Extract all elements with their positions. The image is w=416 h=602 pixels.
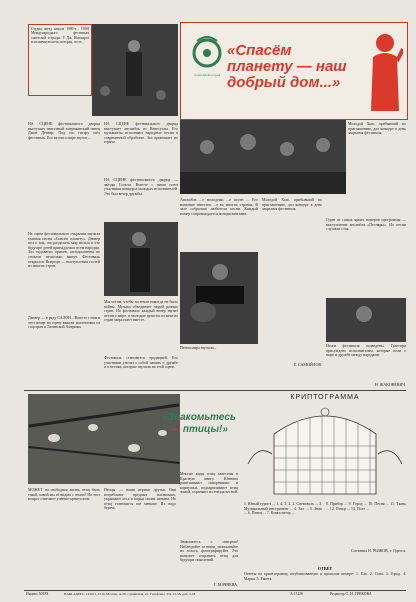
- intro-body: На сцене фестивального открытия звучала главная песня «Спасём планету». Денвер пел о том, что разделить мир нельзя и что будущее детей принадлежит всем народам. Зал подхватил припев, аплодисменты не стихали несколько минут. Фестиваль открылся. Впереди — выступления гостей из многих стран.: [28, 232, 100, 269]
- middle-col-3: Мы хотим, чтобы на земле никогда не было войны. Музыка объединяет людей разных стран. На фестивале каждый вечер звучат песни о мире, и молодые артисты из многих стран мира поют вместе.: [104, 300, 178, 323]
- cryptogram-picture: [244, 404, 406, 500]
- birds-photo: [28, 394, 180, 484]
- intro-lead: НА СЦЕНЕ фестивального дворца выступает известный американский певец Джон Денвер. Под его гитару шёл фестиваль. Его песни о мире звучат ...: [28, 122, 100, 140]
- middle-col-5-text: Молодой Хью, прибывший по приглашению, дал концерт в день закрытия фестиваля.: [262, 198, 322, 212]
- caption-box: [28, 24, 92, 96]
- answer-text: Ответы на криптограмму, опубликованную в прошлом номере: 1. Ель. 2. Сова. 3. Город. 4. Марка. 5. Ракета.: [244, 572, 406, 581]
- cryptogram-grid: [244, 404, 406, 500]
- right-col-3: Итоги фестиваля подведены. Гран-при присуждено исполнителям, которые пели о мире и дружбе между народами.: [326, 344, 406, 358]
- cryptogram-title: КРИПТОГРАММА: [290, 394, 360, 401]
- middle-signature: Е. САМОЙЛОВ.: [293, 362, 322, 367]
- middle-col-3b: Фестиваль становится традицией. Его участники уносят с собой память о дружбе и о песнях, которые звучали на этой сцене.: [104, 356, 178, 370]
- festival-crowd-photo: [180, 120, 346, 194]
- middle-col-2: НА СЦЕНЕ фестивального дворца — звёзды Сопота. Вместе с ними поют участники конкурса молодых исполнителей. Это был вечер дружбы.: [104, 178, 178, 196]
- red-singer-silhouette: [359, 27, 403, 115]
- birds-body-3: Знакомьтесь с птицами! Наблюдайте за ними, записывайте их голоса, фотографируйте. Это поможет сохранить птиц для будущих поколений.: [180, 540, 238, 563]
- footer-index: Индекс 50183: [26, 592, 49, 596]
- emblem-caption: солнечный остров: [193, 73, 221, 77]
- right-small-photo: [326, 298, 406, 342]
- footer-editor: Редактор О. Н. ГРЕКОВА: [330, 592, 372, 596]
- right-col-2: Один из самых ярких номеров программы — выступление ансамбля «Песняры». Их песни слушали стоя.: [326, 218, 406, 232]
- right-col-1: Молодой Хью, прибывший по приглашению, дал концерт в день закрытия фестиваля.: [348, 122, 406, 136]
- emblem-icon: [187, 31, 227, 89]
- middle-col-5: [262, 198, 322, 358]
- birds-signature: Г. МАЧНЕВА.: [214, 582, 238, 587]
- cryptogram-clues-left: 1. Юный турист ... 1, 4, 5, 2. 2. Спектакль ... 3. Музыкальный инструмент ... 4. Зал ... 5. Знак ... 6. Певец ... 7. Композитор ...: [244, 502, 322, 516]
- photo-caption: Студия звезд начала 1980-х... ООН Международного фестиваля советской эстрады. У Дж. Ньюхарта и солнечную ночь, которая, по ее...: [31, 27, 89, 44]
- singer-silhouette-icon: [359, 27, 403, 115]
- cryptogram-clues-right: 8. Прибор ... 9. Город ... 10. Песня ... 11. Ткань ... 12. Птица ... 13. Поэт ...: [326, 502, 406, 511]
- guitarist-photo-left: [104, 222, 178, 296]
- intro-body-2: Денвер — в ряду САЛОН... Вместе с ним в этот вечер на сцену вышли коллективы из соцстран и Латинской Америки.: [28, 316, 100, 330]
- photo-caption-bottom: Песни мира звучали...: [180, 346, 217, 350]
- birds-lead: МОЖЕТ ли свободная жизнь птиц быть такой, какой мы её видим с земли? На этот вопрос отвечают учёные-орнитологи.: [28, 488, 100, 502]
- footer-order: А-13126: [290, 592, 303, 596]
- headline-box: [180, 22, 408, 120]
- birds-body-2: Многие виды птиц занесены в Красную книгу. Юннаты развешивают скворечники и кормушки, подкармливают птиц зимой, охраняют их гнёзда весной.: [180, 472, 238, 495]
- headline-title: «Спасём планету — наш добрый дом...»: [227, 42, 347, 91]
- birds-title: «Знакомьтесь — птицы!»: [162, 412, 236, 435]
- footer-rule: [24, 590, 406, 591]
- birds-body-1: Птицы — наши верные друзья. Они истребляют вредных насекомых, украшают леса и парки своим пением. Но птиц становится всё меньше. Их надо беречь.: [104, 488, 176, 511]
- answer-title: ОТВЕТ: [317, 566, 333, 571]
- middle-col-4: Ансамбль ...е молодежи ...е песен ... Его название известно ...е во многих странах. В зале собрались любители песни. Каждый номер сопровождается аплодисментами.: [180, 198, 258, 216]
- footer-imprint: НАШ АДРЕС: 125015, ГСП, Москва, А-30, Сущёвская, 21. Телефоны: 251-15-58, доб. 3-18.: [64, 592, 197, 596]
- festival-emblem: [187, 31, 227, 89]
- section-divider: [24, 390, 406, 391]
- middle-col-1: НА СЦЕНЕ фестивального дворца выступает ансамбль из Венесуэлы. Его музыканты исполняют народные песни в современной обработке. Зал принимает их горячо.: [104, 122, 178, 145]
- singer-stage-photo: [92, 24, 178, 116]
- guitarist-photo-center: [180, 252, 258, 344]
- cryptogram-author: Составил Н. РЫЖОВ, г. Одесса.: [350, 548, 406, 553]
- right-signature: Н. ЖАКОВЕВИЧ.: [374, 382, 406, 387]
